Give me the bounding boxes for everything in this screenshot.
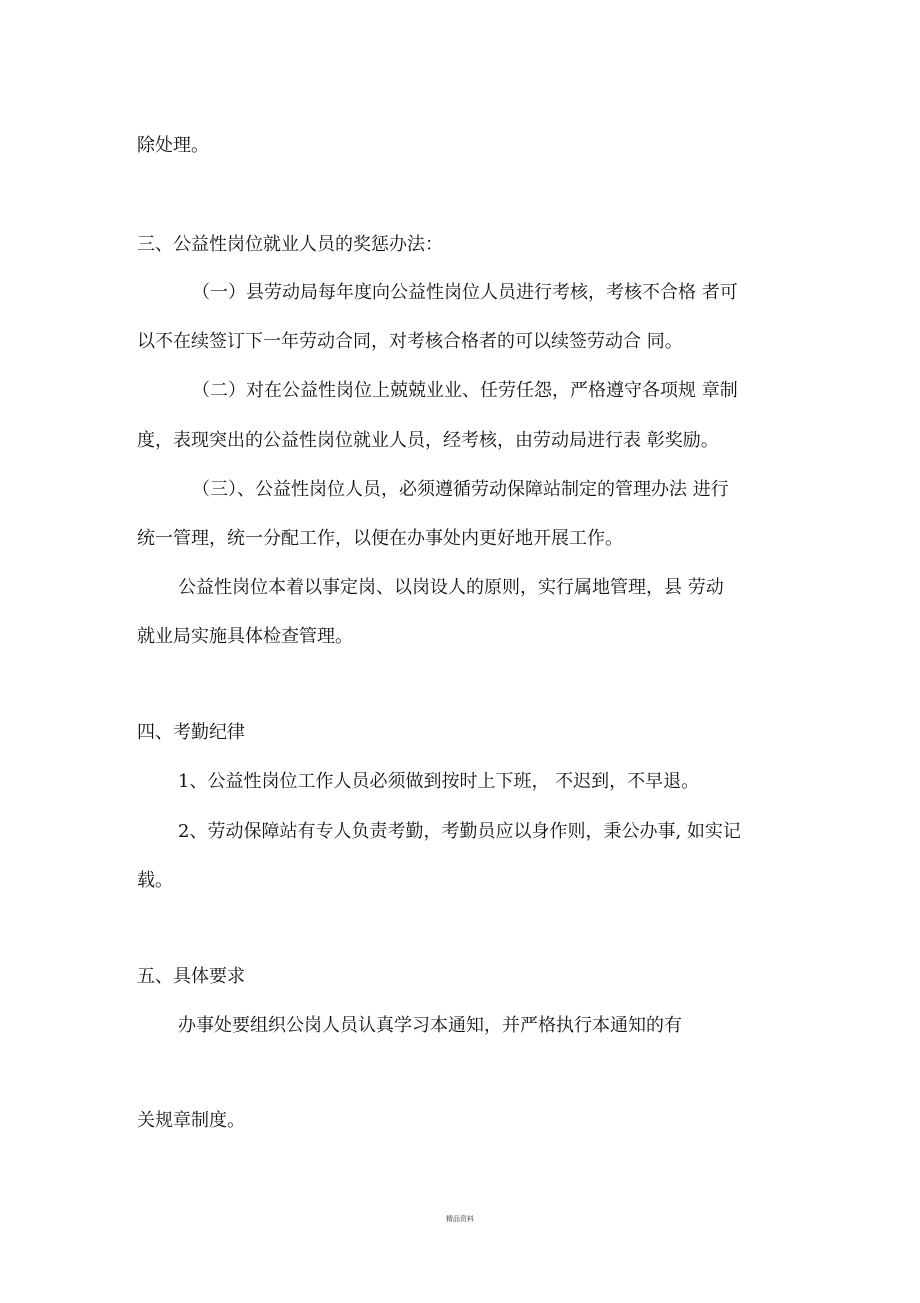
- paragraph-line: 2、劳动保障站有专人负责考勤，考勤员应以身作则，秉公办事, 如实记: [178, 821, 741, 842]
- paragraph-line: 1、公益性岗位工作人员必须做到按时上下班， 不迟到，不早退。: [178, 771, 700, 792]
- paragraph-line: 度，表现突出的公益性岗位就业人员，经考核，由劳动局进行表 彰奖励。: [137, 430, 719, 451]
- paragraph-line: 以不在续签订下一年劳动合同，对考核合格者的可以续签劳动合 同。: [137, 331, 683, 352]
- paragraph-line: 就业局实施具体检查管理。: [137, 626, 353, 647]
- paragraph-line: 公益性岗位本着以事定岗、以岗设人的原则，实行属地管理，县 劳动: [178, 577, 724, 598]
- section-heading: 三、公益性岗位就业人员的奖惩办法：: [137, 234, 443, 255]
- paragraph-line: （一）县劳动局每年度向公益性岗位人员进行考核，考核不合格 者可: [192, 282, 738, 303]
- paragraph-line: 统一管理，统一分配工作，以便在办事处内更好地开展工作。: [137, 528, 623, 549]
- paragraph-line: 除处理。: [137, 135, 209, 156]
- page-footer: 精品资料: [446, 1215, 474, 1223]
- paragraph-line: （二）对在公益性岗位上兢兢业业、任劳任怨，严格遵守各项规 章制: [192, 380, 738, 401]
- paragraph-line: （三）、公益性岗位人员，必须遵循劳动保障站制定的管理办法 进行: [192, 479, 729, 500]
- paragraph-line: 关规章制度。: [137, 1110, 245, 1131]
- section-heading: 五、具体要求: [137, 966, 245, 987]
- paragraph-line: 办事处要组织公岗人员认真学习本通知，并严格执行本通知的有: [178, 1015, 682, 1036]
- paragraph-line: 载。: [137, 870, 173, 891]
- section-heading: 四、考勤纪律: [137, 722, 245, 743]
